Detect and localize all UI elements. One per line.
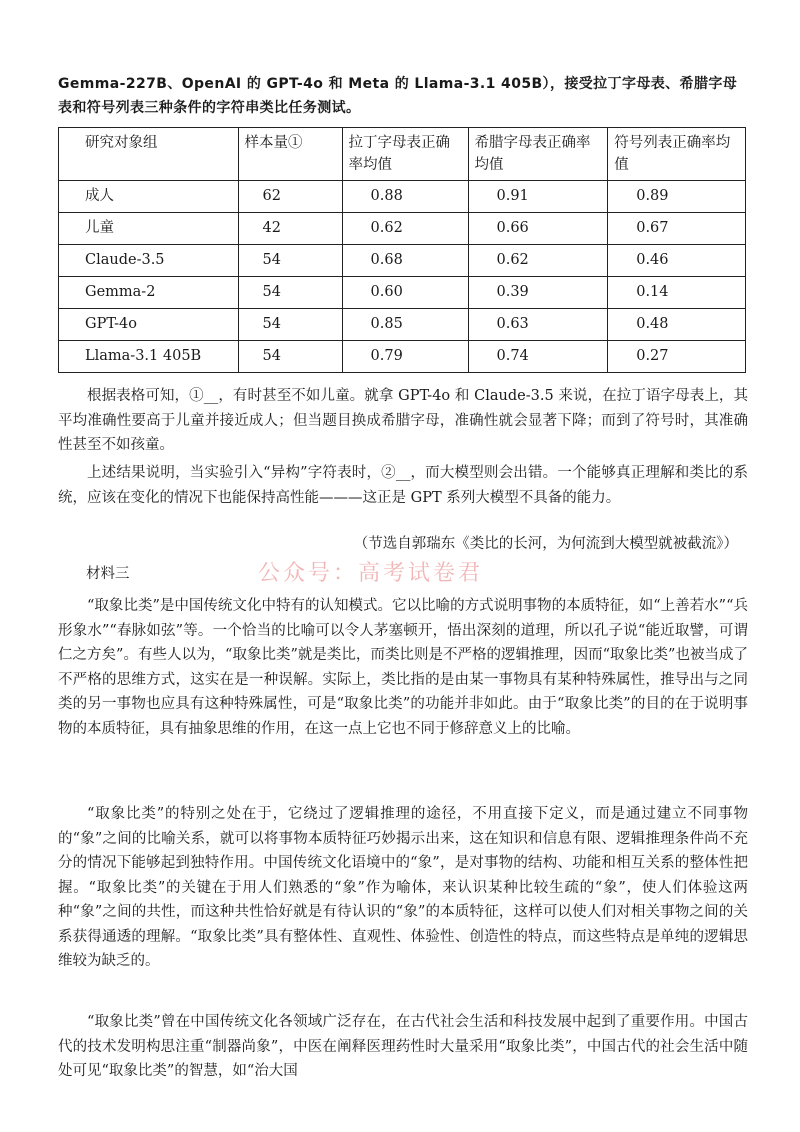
table-cell: 0.88 bbox=[342, 181, 468, 213]
table-row bbox=[59, 181, 746, 213]
paragraph-material3-2: “取象比类”的特别之处在于，它绕过了逻辑推理的途径，不用直接下定义，而是通过建立不同事物的“象”之间的比喻关系，就可以将事物本质特征巧妙揭示出来，这在知识和信息有限、逻辑推理条件尚不充分的情况下能够起到独特作用。中国传统文化语境中的“象”，是对事物的结构、功能和相互关系的整体性把握。“取象比类”的关键在于用人们熟悉的“象”作为喻体，来认识某种比较生疏的“象”，使人们体验这两种“象”之间的共性，而这种共性恰好就是有待认识的“象”的本质特征，这样可以使人们对相关事物之间的关系获得通透的理解。“取象比类”具有整体性、直观性、体验性、创造性的特点，而这些特点是单纯的逻辑思维较为缺乏的。 bbox=[58, 806, 748, 969]
table-header-row bbox=[59, 128, 746, 181]
table-cell: 0.85 bbox=[342, 309, 468, 341]
table-cell: 0.62 bbox=[468, 245, 608, 277]
table-cell: 0.62 bbox=[342, 213, 468, 245]
table-cell: 0.48 bbox=[608, 309, 746, 341]
table-cell: Claude-3.5 bbox=[59, 245, 239, 277]
table-cell: 0.89 bbox=[608, 181, 746, 213]
table-cell: 54 bbox=[238, 245, 342, 277]
table-cell: 0.74 bbox=[468, 341, 608, 373]
paragraph-table-analysis: 根据表格可知，①__，有时甚至不如儿童。就拿 GPT-4o 和 Claude-3.5 来说，在拉丁语字母表上，其平均准确性要高于儿童并接近成人；但当题目换成希腊字母，准确性就会显著下降；而到了符号时，其准确性甚至不如孩童。 bbox=[58, 388, 748, 453]
table-cell: 54 bbox=[238, 277, 342, 309]
table-header-cell: 符号列表正确率均值 bbox=[608, 128, 746, 181]
table-row bbox=[59, 341, 746, 373]
table-cell: 0.91 bbox=[468, 181, 608, 213]
table-header-cell: 研究对象组 bbox=[59, 128, 239, 181]
table-row bbox=[59, 213, 746, 245]
results-table bbox=[58, 127, 746, 373]
section-heading: 材料三 bbox=[86, 566, 130, 582]
intro-text: Gemma-227B、OpenAI 的 GPT-4o 和 Meta 的 Llama-3.1 405B），接受拉丁字母表、希腊字母表和符号列表三种条件的字符串类比任务测试。 bbox=[58, 76, 738, 116]
paragraph-material3-3: “取象比类”曾在中国传统文化各领域广泛存在，在古代社会生活和科技发展中起到了重要作用。中国古代的技术发明构思注重“制器尚象”，中医在阐释医理药性时大量采用“取象比类”，中国古代的社会生活中随处可见“取象比类”的智慧，如“治大国 bbox=[58, 1014, 748, 1079]
paragraph-material3-1: “取象比类”是中国传统文化中特有的认知模式。它以比喻的方式说明事物的本质特征，如“上善若水”“兵形象水”“春脉如弦”等。一个恰当的比喻可以令人茅塞顿开，悟出深刻的道理，所以孔子说“能近取譬，可谓仁之方矣”。有些人以为，“取象比类”就是类比，而类比则是不严格的逻辑推理，因而“取象比类”也被当成了不严格的思维方式，这实在是一种误解。实际上，类比指的是由某一事物具有某种特殊属性，推导出与之同类的另一事物也应具有这种特殊属性，可是“取象比类”的功能并非如此。由于“取象比类”的目的在于说明事物的本质特征，具有抽象思维的作用，在这一点上它也不同于修辞意义上的比喻。 bbox=[58, 598, 748, 737]
table-cell: 62 bbox=[238, 181, 342, 213]
table-cell: 0.14 bbox=[608, 277, 746, 309]
table-cell: 0.79 bbox=[342, 341, 468, 373]
table-cell: 0.60 bbox=[342, 277, 468, 309]
paragraph-conclusion: 上述结果说明，当实验引入“异构”字符表时，②__，而大模型则会出错。一个能够真正理解和类比的系统，应该在变化的情况下也能保持高性能———这正是 GPT 系列大模型不具备的能力。 bbox=[58, 465, 748, 506]
table-header-cell: 希腊字母表正确率均值 bbox=[468, 128, 608, 181]
table-cell: 0.66 bbox=[468, 213, 608, 245]
table-row bbox=[59, 245, 746, 277]
table-header-cell: 拉丁字母表正确率均值 bbox=[342, 128, 468, 181]
table-cell: GPT-4o bbox=[59, 309, 239, 341]
table-cell: 0.27 bbox=[608, 341, 746, 373]
table-cell: 42 bbox=[238, 213, 342, 245]
table-cell: 0.67 bbox=[608, 213, 746, 245]
table-row bbox=[59, 277, 746, 309]
table-cell: 成人 bbox=[59, 181, 239, 213]
watermark: 公众号：高考试卷君 bbox=[258, 561, 484, 586]
table-cell: 0.63 bbox=[468, 309, 608, 341]
table-cell: 0.39 bbox=[468, 277, 608, 309]
table-header-cell: 样本量① bbox=[238, 128, 342, 181]
table-cell: 儿童 bbox=[59, 213, 239, 245]
table-cell: Gemma-2 bbox=[59, 277, 239, 309]
table-cell: Llama-3.1 405B bbox=[59, 341, 239, 373]
table-row bbox=[59, 309, 746, 341]
table-cell: 54 bbox=[238, 309, 342, 341]
source-citation: （节选自郭瑞东《类比的长河，为何流到大模型就被截流》） bbox=[353, 536, 738, 552]
table-cell: 0.46 bbox=[608, 245, 746, 277]
table-cell: 0.68 bbox=[342, 245, 468, 277]
table-cell: 54 bbox=[238, 341, 342, 373]
